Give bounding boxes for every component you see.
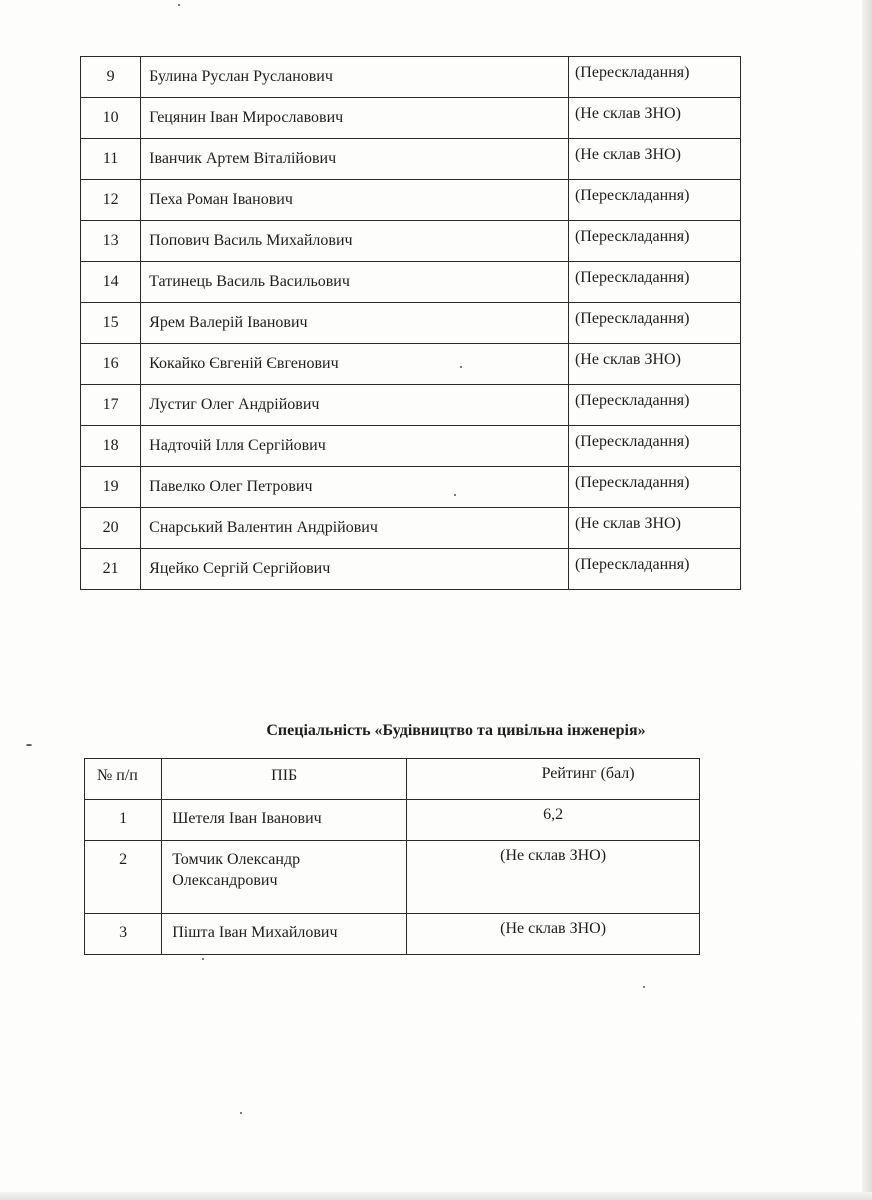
student-name: Татинець Василь Васильович [141,262,569,303]
scan-speck [643,986,645,988]
row-number: 18 [81,426,141,467]
column-header-rating: Рейтинг (бал) [407,759,700,800]
student-name: Булина Руслан Русланович [141,57,569,98]
student-name: Томчик Олександр Олександрович [162,841,407,914]
student-status: (Не склав ЗНО) [568,139,740,180]
student-status: (Перескладання) [568,385,740,426]
table-row [81,508,741,549]
table-row [81,344,741,385]
student-status: (Перескладання) [568,180,740,221]
table-row [81,139,741,180]
student-name: Яцейко Сергій Сергійович [141,549,569,590]
row-number: 19 [81,467,141,508]
row-number: 11 [81,139,141,180]
row-number: 21 [81,549,141,590]
student-rating: (Не склав ЗНО) [407,914,700,955]
student-status: (Перескладання) [568,303,740,344]
scan-speck [202,958,204,960]
table-row [81,303,741,344]
student-name: Лустиг Олег Андрійович [141,385,569,426]
table-header-row [85,759,700,800]
scan-speck [454,494,456,496]
table-row [81,180,741,221]
column-header-number: № п/п [85,759,162,800]
table-row [81,385,741,426]
row-number: 2 [85,841,162,914]
student-name: Надточій Ілля Сергійович [141,426,569,467]
scan-speck [26,744,32,746]
row-number: 1 [85,800,162,841]
student-name: Іванчик Артем Віталійович [141,139,569,180]
table-row [81,98,741,139]
student-name: Попович Василь Михайлович [141,221,569,262]
row-number: 20 [81,508,141,549]
student-name: Пішта Іван Михайлович [162,914,407,955]
student-rating: 6,2 [407,800,700,841]
column-header-name: ПІБ [162,759,407,800]
table-row [81,57,741,98]
student-rating: (Не склав ЗНО) [407,841,700,914]
table-row [81,549,741,590]
scan-speck [460,366,462,368]
row-number: 9 [81,57,141,98]
student-name: Шетеля Іван Іванович [162,800,407,841]
scan-speck [178,4,180,6]
table-row [81,467,741,508]
row-number: 13 [81,221,141,262]
scan-edge-bottom [0,1192,872,1200]
student-name: Пеха Роман Іванович [141,180,569,221]
student-status: (Перескладання) [568,57,740,98]
student-name: Ярем Валерій Іванович [141,303,569,344]
row-number: 12 [81,180,141,221]
table-row [81,262,741,303]
scan-speck [240,1112,242,1114]
table-row [85,800,700,841]
row-number: 15 [81,303,141,344]
row-number: 17 [81,385,141,426]
student-status: (Перескладання) [568,467,740,508]
table-row [81,221,741,262]
table-row [85,841,700,914]
students-table-continued [80,56,741,590]
specialty-heading: Спеціальність «Будівництво та цивільна інженерія» [266,722,646,739]
student-name: Гецянин Іван Мирославович [141,98,569,139]
table-row [81,426,741,467]
student-status: (Перескладання) [568,262,740,303]
table-row [85,914,700,955]
student-name: Снарський Валентин Андрійович [141,508,569,549]
row-number: 3 [85,914,162,955]
student-status: (Не склав ЗНО) [568,344,740,385]
student-status: (Перескладання) [568,426,740,467]
scan-edge-right [862,0,872,1200]
student-status: (Не склав ЗНО) [568,98,740,139]
row-number: 16 [81,344,141,385]
student-status: (Не склав ЗНО) [568,508,740,549]
row-number: 10 [81,98,141,139]
student-status: (Перескладання) [568,221,740,262]
student-status: (Перескладання) [568,549,740,590]
student-name: Павелко Олег Петрович [141,467,569,508]
student-name: Кокайко Євгеній Євгенович [141,344,569,385]
row-number: 14 [81,262,141,303]
specialty-rating-table [84,758,700,955]
